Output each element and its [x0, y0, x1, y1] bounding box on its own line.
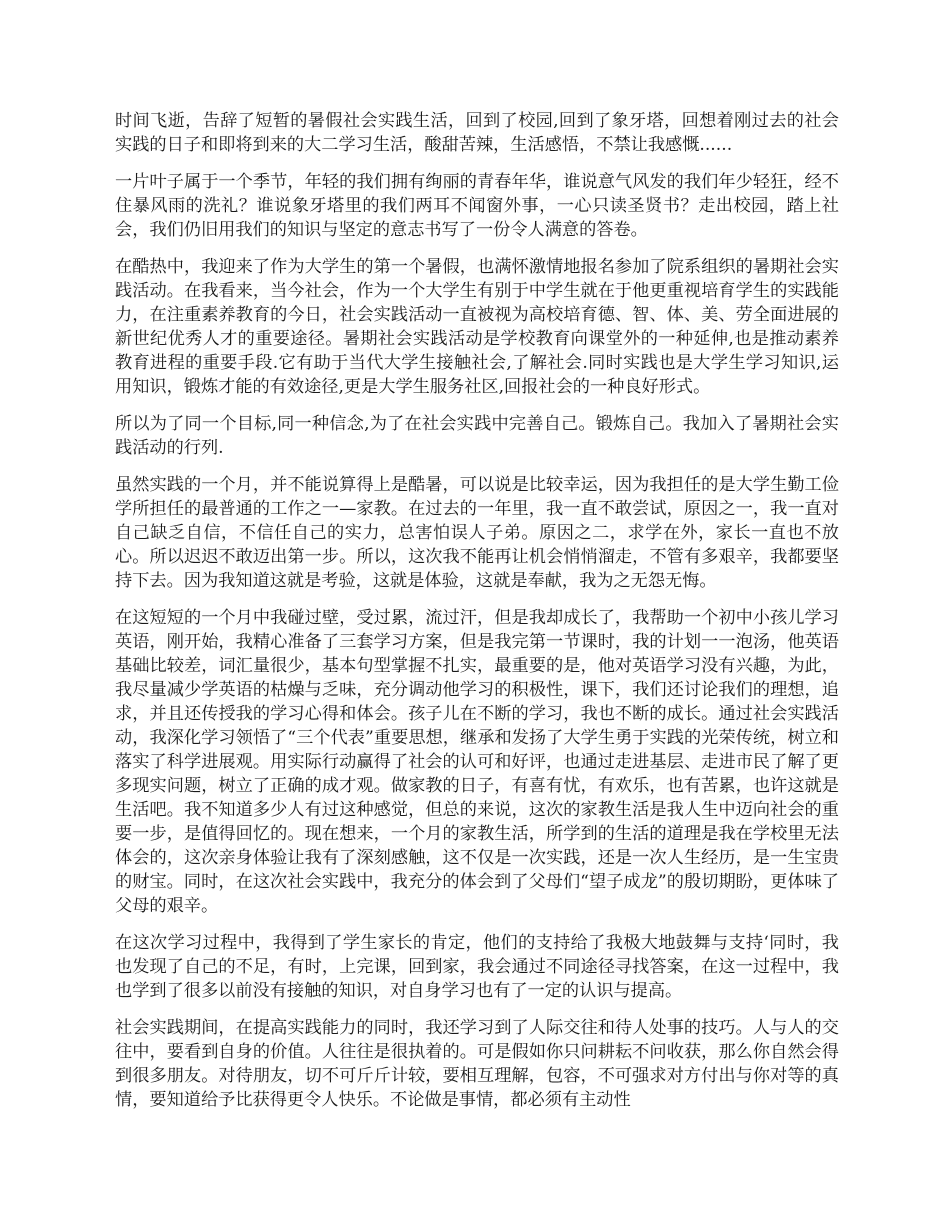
paragraph-3: 在酷热中，我迎来了作为大学生的第一个暑假，也满怀激情地报名参加了院系组织的暑期社会实践活动。在我看来，当今社会，作为一个大学生有别于中学生就在于他更重视培育学生的实践能力，在注重素养教育的今日，社会实践活动一直被视为高校培育德、智、体、美、劳全面进展的新世纪优秀人才的重要途径。暑期社会实践活动是学校教育向课堂外的一种延伸,也是推动素养教育进程的重要手段.它有助于当代大学生接触社会,了解社会.同时实践也是大学生学习知识,运用知识，锻炼才能的有效途径,更是大学生服务社区,回报社会的一种良好形式。: [115, 257, 839, 397]
paragraph-2: 一片叶子属于一个季节，年轻的我们拥有绚丽的青春年华，谁说意气风发的我们年少轻狂，经不住暴风雨的洗礼？谁说象牙塔里的我们两耳不闻窗外事，一心只读圣贤书？走出校园，踏上社会，我们仍旧用我们的知识与坚定的意志书写了一份令人满意的答卷。: [115, 172, 839, 240]
paragraph-8: 社会实践期间，在提高实践能力的同时，我还学习到了人际交往和待人处事的技巧。人与人的交往中，要看到自身的价值。人往往是很执着的。可是假如你只问耕耘不问收获，那么你自然会得到很多朋友。对待朋友，切不可斤斤计较，要相互理解，包容，不可强求对方付出与你对等的真情，要知道给予比获得更令人快乐。不论做是事情，都必须有主动性: [115, 1018, 839, 1110]
document-body: [115, 109, 839, 1125]
paragraph-4: 所以为了同一个目标,同一种信念,为了在社会实践中完善自己。锻炼自己。我加入了暑期社会实践活动的行列.: [115, 414, 839, 458]
paragraph-1: 时间飞逝，告辞了短暂的暑假社会实践生活，回到了校园,回到了象牙塔，回想着刚过去的社会实践的日子和即将到来的大二学习生活，酸甜苦辣，生活感悟，不禁让我感慨......: [115, 111, 839, 155]
paragraph-6: 在这短短的一个月中我碰过壁，受过累，流过汗，但是我却成长了，我帮助一个初中小孩儿学习英语，刚开始，我精心准备了三套学习方案，但是我完第一节课时，我的计划一一泡汤，他英语基础比较差，词汇量很少，基本句型掌握不扎实，最重要的是，他对英语学习没有兴趣，为此，我尽量减少学英语的枯燥与乏味，充分调动他学习的积极性，课下，我们还讨论我们的理想，追求，并且还传授我的学习心得和体会。孩子儿在不断的学习，我也不断的成长。通过社会实践活动，我深化学习领悟了“三个代表”重要思想，继承和发扬了大学生勇于实践的光荣传统，树立和落实了科学进展观。用实际行动赢得了社会的认可和好评，也通过走进基层、走进市民了解了更多现实问题，树立了正确的成才观。做家教的日子，有喜有忧，有欢乐，也有苦累，也许这就是生活吧。我不知道多少人有过这种感觉，但总的来说，这次的家教生活是我人生中迈向社会的重要一步，是值得回忆的。现在想来，一个月的家教生活，所学到的生活的道理是我在学校里无法体会的，这次亲身体验让我有了深刻感触，这不仅是一次实践，还是一次人生经历，是一生宝贵的财宝。同时，在这次社会实践中，我充分的体会到了父母们“望子成龙”的殷切期盼，更体味了父母的艰辛。: [115, 608, 839, 916]
paragraph-7: 在这次学习过程中，我得到了学生家长的肯定，他们的支持给了我极大地鼓舞与支持‘同时，我也发现了自己的不足，有时，上完课，回到家，我会通过不同途径寻找答案，在这一过程中，我也学到了很多以前没有接触的知识，对自身学习也有了一定的认识与提高。: [115, 933, 839, 1001]
paragraph-5: 虽然实践的一个月，并不能说算得上是酷暑，可以说是比较幸运，因为我担任的是大学生勤工俭学所担任的最普通的工作之一—家教。在过去的一年里，我一直不敢尝试，原因之一，我一直对自己缺乏自信，不信任自己的实力，总害怕误人子弟。原因之二，求学在外，家长一直也不放心。所以迟迟不敢迈出第一步。所以，这次我不能再让机会悄悄溜走，不管有多艰辛，我都要坚持下去。因为我知道这就是考验，这就是体验，这就是奉献，我为之无怨无悔。: [115, 475, 839, 591]
